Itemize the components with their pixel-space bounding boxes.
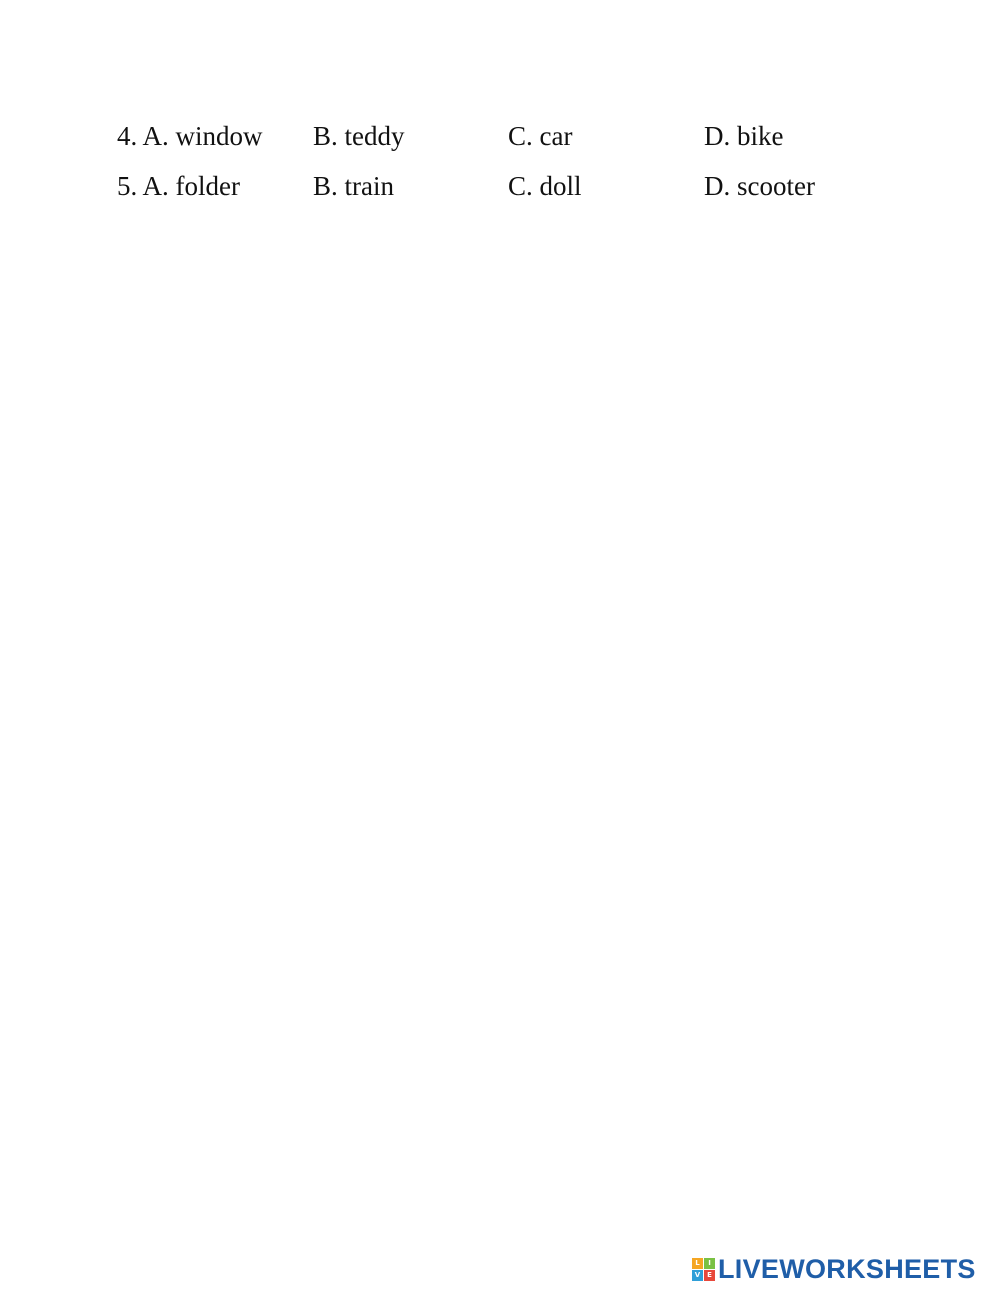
logo-tile-e: E xyxy=(704,1270,715,1281)
option-a: 4. A. window xyxy=(117,121,263,151)
option-b: B. teddy xyxy=(313,121,405,151)
logo-tile-l: L xyxy=(692,1258,703,1269)
question-row-5 xyxy=(117,166,904,216)
option-a: 5. A. folder xyxy=(117,171,240,201)
option-c: C. car xyxy=(508,121,573,151)
option-d: D. bike xyxy=(704,121,784,151)
option-d: D. scooter xyxy=(704,171,815,201)
logo-tile-v: V xyxy=(692,1270,703,1281)
liveworksheets-logo-icon xyxy=(692,1258,715,1281)
question-list xyxy=(117,116,904,216)
logo-tile-i: I xyxy=(704,1258,715,1269)
option-c: C. doll xyxy=(508,171,582,201)
liveworksheets-logo xyxy=(692,1254,976,1284)
option-b: B. train xyxy=(313,171,394,201)
question-row-4 xyxy=(117,116,904,166)
brand-name: LIVEWORKSHEETS xyxy=(718,1253,976,1284)
